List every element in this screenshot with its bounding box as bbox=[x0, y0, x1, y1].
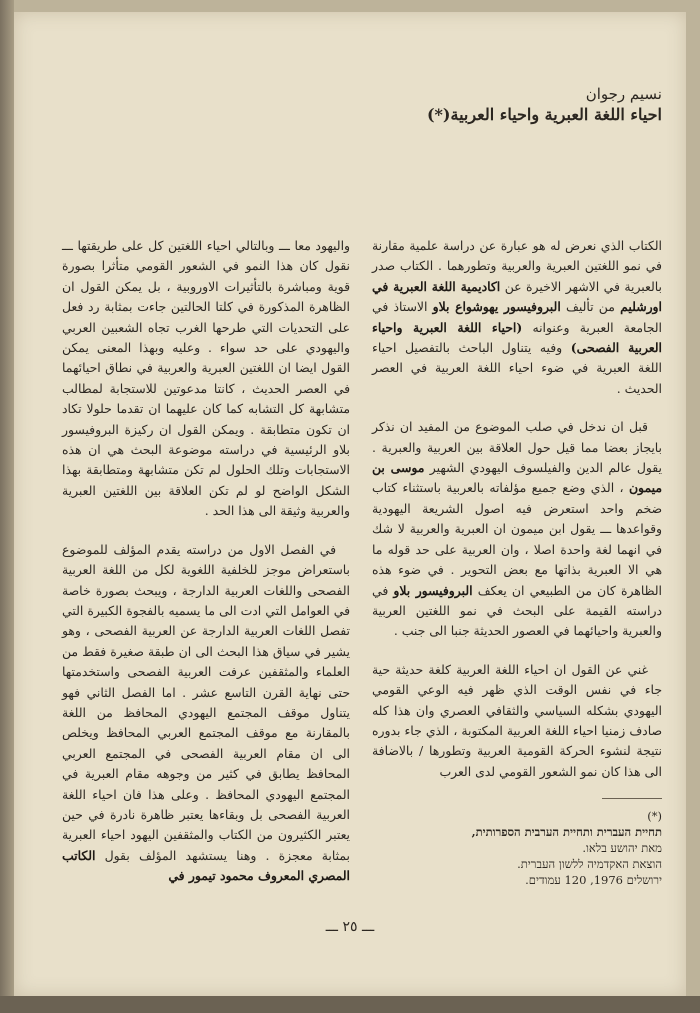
text-run: الاستاذ في الجامعة العبرية وعنوانه bbox=[372, 299, 662, 335]
bold-professor-blau: البروفيسور بلاو bbox=[393, 582, 473, 598]
footnote-title: תחיית העברית ותחיית הערבית הספרותית, bbox=[471, 825, 662, 839]
bold-academy: اكاديمية اللغة العبرية في اورشليم bbox=[372, 278, 662, 315]
bold-book-title: (احياء اللغة العبرية واحياء العربية الفصحى) bbox=[372, 319, 662, 356]
bold-mahmoud-taymour: الكاتب المصري المعروف محمود تيمور في bbox=[62, 847, 350, 884]
bold-maimonides: موسى بن ميمون bbox=[372, 460, 662, 496]
text-run: في الفصل الاول من دراسته يقدم المؤلف للموضوع باستعراض موجز للخلفية اللغوية لكل من اللغة العربية الفصحى واللغات العربية الدارجة ، ويبحث بصورة خاصة في العوامل التي ادت الى ما يسميه بالفجوة الكبيرة التي تفصل اللغات العربية الدارجة عن العربية الفصحى ، وهو يشير في سياق هذا البحث الى ان طبقة صغيرة فقط من العلماء والمثقفين عرفت العربية الفصحى واستخدمتها حتى نهاية القرن التاسع عشر . اما الفصل الثاني فهو يتناول موقف المجتمع اليهودي المحافظ من اللغة بالمقارنة مع موقف المجتمع العربي المحافظ ويخلص الى ان مقام العربية الفصحى في المجتمع العربي المحافظ يطابق في كثير من وجوهه مقام العبرية في المجتمع اليهودي المحافظ . وعلى هذا فان احياء اللغة العربية الفصحى بل وبقاءها يعتبر ظاهرة نادرة في حين يعتبر الكثيرون من الكتاب والمثقفين اليهود احياء العبرية بمثابة معجزة . وهنا يستشهد المؤلف بقول bbox=[62, 541, 350, 863]
text-run: الكتاب الذي نعرض له هو عبارة عن دراسة علمية مقارنة في نمو اللغتين العبرية والعربية وتطورهما . الكتاب صدر بالعبرية في الاشهر الاخيرة عن bbox=[372, 238, 662, 294]
text-run: من تأليف bbox=[560, 299, 621, 315]
footnote-divider bbox=[602, 798, 662, 799]
right-column bbox=[372, 236, 662, 800]
paragraph-intro bbox=[372, 236, 662, 399]
footnote-place-year: ירושלים 1976, 120 עמודים. bbox=[525, 873, 662, 887]
footnote bbox=[372, 808, 662, 888]
paragraph-maimonides bbox=[372, 417, 662, 641]
paragraph-chapters bbox=[62, 540, 350, 887]
paragraph-national-feeling: واليهود معا ـــ وبالتالي احياء اللغتين كل على طريقتها ـــ نقول كان هذا النمو في الشعور القومي متأثرا بصورة قوية ومباشرة بالتأثيرات الاوروبية ، بل يمكن القول ان الظاهرة المذكورة في كلتا الحالتين جاءت بمثابة رد فعل على التحديات التي طرحها الغرب تجاه الشعبين العربي واليهودي على حد سواء . وعليه وبهذا المعنى يمكن القول ايضا ان اللغتين العبرية والعربية في نطاق احيائهما في العصر الحديث ، كانتا مدعوتين للاستجابة لمطالب متشابهة كل التشابه كما كان عليهما ان تقدما حلولا تكاد ان تكون متطابقة . ويمكن القول ان ركيزة البروفيسور بلاو الرئيسية في دراسته موضوعة البحث هي ان هذه الاستجابات وتلك الحلول لم تكن متشابهة ومتطابقة بهذا الشكل الواضح لو لم تكن العلاقة بين اللغتين العبرية والعربية وثيقة الى هذا الحد . bbox=[62, 238, 350, 519]
text-run: ، الذي وضع جميع مؤلفاته بالعربية باستثناء كتاب ضخم واحد استعرض فيه اصول الشريعة اليهودية وقواعدها ـــ يقول ابن ميمون ان العبرية والعربية لا شك في انهما لغة واحدة اصلا ، وان العربية على حد قوله ما هي الا العبرية بذاتها مع بعض التحوير . في ضوء هذه الظاهرة كان من الطبيعي ان يعكف bbox=[372, 480, 662, 598]
text-run: قبل ان ندخل في صلب الموضوع من المفيد ان نذكر بايجاز بعضا مما قيل حول العلاقة بين العربية والعبرية . يقول عالم الدين والفيلسوف اليهودي الشهير bbox=[372, 419, 662, 476]
footnote-publisher: הוצאת האקדמיה ללשון העברית. bbox=[517, 857, 662, 871]
paragraph-revival: غني عن القول ان احياء اللغة العربية كلغة حديثة حية جاء في نفس الوقت الذي ظهر فيه الوعي القومي اليهودي بشكله السياسي والثقافي العصري وان هذا كله صادف زمنيا احياء اللغة العربية المكتوبة ، الذي جاء بدوره نتيجة لنشوء الحركة القومية العربية وتطورها / بالاضافة الى هذا كان نمو الشعور القومي لدى العرب bbox=[372, 661, 662, 779]
left-column bbox=[62, 236, 350, 905]
footnote-author: מאת יהושע בלאו. bbox=[582, 841, 662, 855]
bold-author: البروفيسور يهوشواع بلاو bbox=[432, 299, 561, 315]
page-number: ـــ ٢٥ ـــ bbox=[325, 919, 375, 935]
author-name: نسيم رجوان bbox=[585, 85, 662, 103]
article-title: احياء اللغة العبرية واحياء العربية(*) bbox=[426, 105, 662, 124]
article-header bbox=[242, 84, 662, 126]
page-edge-shadow bbox=[0, 0, 14, 1013]
text-run: في دراسته القيمة على البحث في نمو اللغتين العربية والعبرية واحيائهما في العصور الحديثة جنبا الى جنب . bbox=[372, 582, 662, 639]
footnote-marker: (*) bbox=[647, 809, 662, 823]
page-bottom-edge bbox=[0, 996, 700, 1013]
text-run: وفيه يتناول الباحث بالتفصيل احياء اللغة العبرية في ضوء احياء اللغة العربية في العصر الحديث . bbox=[372, 340, 662, 396]
